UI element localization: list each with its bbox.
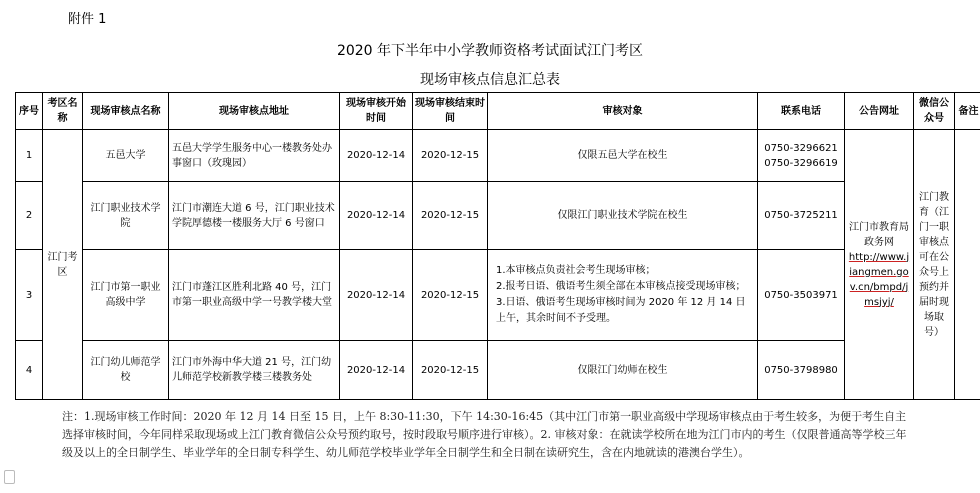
phone-number: 0750-3503971 [764, 289, 838, 301]
wechat-cell: 江门教育（江门一职审核点可在公众号上预约并届时现场取号） [914, 130, 955, 400]
header-target: 审核对象 [488, 93, 758, 130]
table-row [16, 250, 980, 341]
start-date: 2020-12-14 [340, 341, 413, 400]
row-seq: 4 [16, 341, 43, 400]
site-address: 五邑大学学生服务中心一楼教务处办事窗口（玫瑰园） [169, 130, 340, 182]
site-name: 江门职业技术学院 [83, 182, 169, 250]
site-name: 江门市第一职业高级中学 [83, 250, 169, 341]
phone-number: 0750-3296621 [764, 142, 838, 154]
website-name: 江门市教育局政务网 [849, 221, 909, 248]
review-target-item: 3.日语、俄语考生现场审核时间为 2020 年 12 月 14 日上午，其余时间不予受理。 [496, 297, 746, 324]
table-row [16, 182, 980, 250]
phone-number: 0750-3296619 [764, 157, 838, 169]
table-row [16, 130, 980, 182]
row-seq: 3 [16, 250, 43, 341]
header-end-time: 现场审核结束时间 [413, 93, 488, 130]
site-address: 江门市蓬江区胜利北路 40 号，江门市第一职业高级中学一号教学楼大堂 [169, 250, 340, 341]
start-date: 2020-12-14 [340, 130, 413, 182]
website-cell [845, 130, 914, 400]
header-address: 现场审核点地址 [169, 93, 340, 130]
table-row [16, 341, 980, 400]
phone-number: 0750-3798980 [764, 364, 838, 376]
header-website: 公告网址 [845, 93, 914, 130]
header-start-time: 现场审核开始时间 [340, 93, 413, 130]
phone-number: 0750-3725211 [764, 210, 838, 221]
site-name: 江门幼儿师范学校 [83, 341, 169, 400]
header-wechat: 微信公众号 [914, 93, 955, 130]
site-address: 江门市外海中华大道 21 号，江门幼儿师范学校新教学楼三楼教务处 [169, 341, 340, 400]
phone-cell [758, 130, 845, 182]
phone-cell [758, 250, 845, 341]
header-phone: 联系电话 [758, 93, 845, 130]
review-target-item: 1.本审核点负责社会考生现场审核； [496, 265, 656, 276]
row-seq: 1 [16, 130, 43, 182]
header-remark: 备注 [955, 93, 980, 130]
page-corner-mark [4, 470, 15, 484]
website-link[interactable]: http://www.jiangmen.gov.cn/bmpd/jmsjyj/ [848, 251, 910, 308]
phone-cell [758, 341, 845, 400]
end-date: 2020-12-15 [413, 182, 488, 250]
end-date: 2020-12-15 [413, 130, 488, 182]
document-subtitle: 现场审核点信息汇总表 [420, 72, 560, 88]
end-date: 2020-12-15 [413, 250, 488, 341]
review-target: 仅限江门幼师在校生 [488, 341, 758, 400]
end-date: 2020-12-15 [413, 341, 488, 400]
header-district: 考区名称 [43, 93, 83, 130]
header-site-name: 现场审核点名称 [83, 93, 169, 130]
start-date: 2020-12-14 [340, 182, 413, 250]
site-name: 五邑大学 [83, 130, 169, 182]
review-target-item: 2.报考日语、俄语考生须全部在本审核点接受现场审核； [496, 281, 746, 292]
notes-paragraph: 注：1.现场审核工作时间：2020 年 12 月 14 日至 15 日，上午 8:30-11:30，下午 14:30-16:45（其中江门市第一职业高级中学现场审核点由于考生较多，为便于考生自主选择审核时间，今年同样采取现场或上江门教育微信公众号预约取号，按时段取号顺序进行审核）。2. 审核对象：在就读学校所在地为江门市内的考生（仅限普通高等学校三年级及以上的全日制学生、毕业学年的全日制专科学生、幼儿师范学校毕业学年全日制学生和全日制在读研究生，含在内地就读的港澳台学生）。 [62, 410, 907, 459]
document-title: 2020 年下半年中小学教师资格考试面试江门考区 [336, 43, 644, 59]
review-site-table [15, 92, 980, 400]
start-date: 2020-12-14 [340, 250, 413, 341]
district-cell: 江门考区 [43, 130, 83, 400]
review-target: 仅限五邑大学在校生 [488, 130, 758, 182]
attachment-label: 附件 1 [68, 12, 107, 27]
review-target-list [488, 250, 758, 341]
row-seq: 2 [16, 182, 43, 250]
header-seq: 序号 [16, 93, 43, 130]
review-target: 仅限江门职业技术学院在校生 [488, 182, 758, 250]
site-address: 江门市潮连大道 6 号，江门职业技术学院厚德楼一楼服务大厅 6 号窗口 [169, 182, 340, 250]
phone-cell [758, 182, 845, 250]
table-header-row [16, 93, 980, 130]
remark-cell [955, 130, 980, 400]
